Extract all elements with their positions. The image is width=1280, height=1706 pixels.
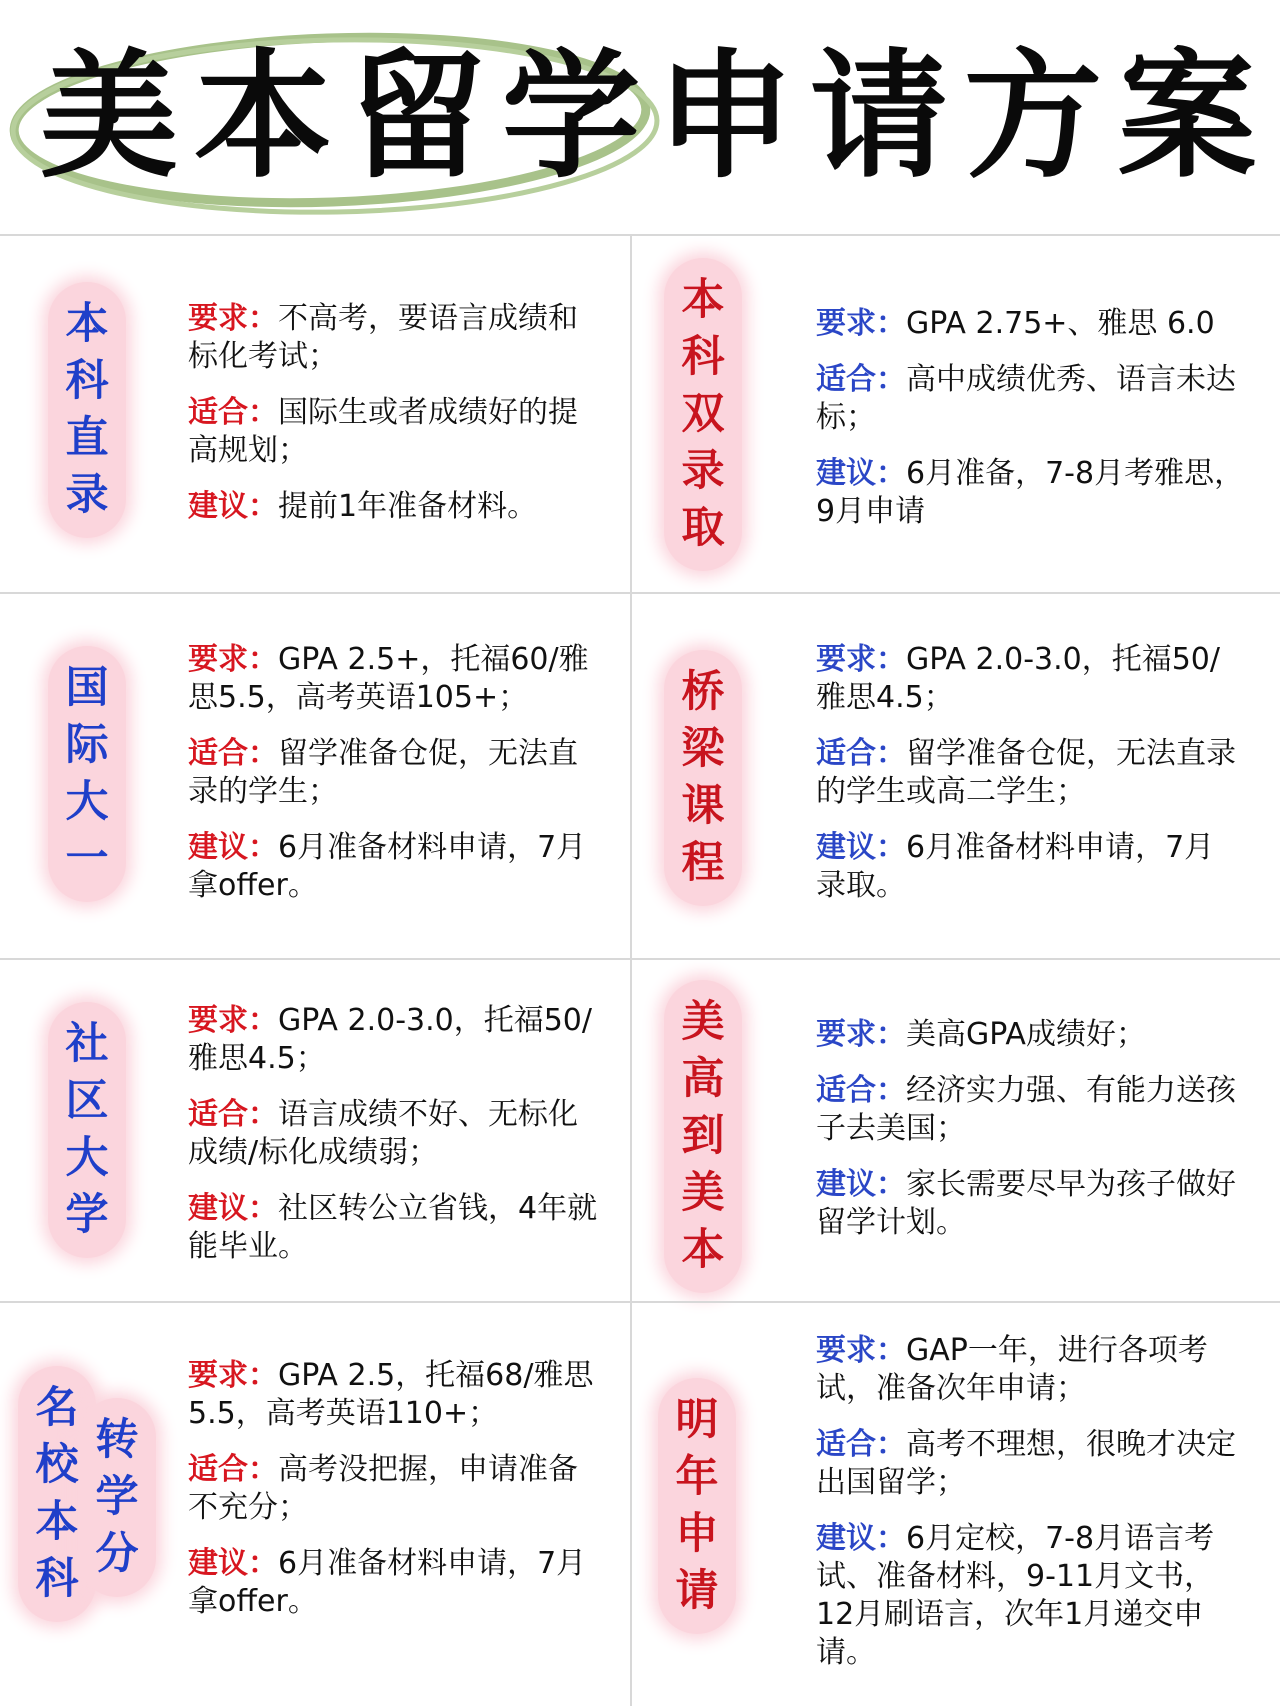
- card-items-mxbk: [188, 1357, 598, 1639]
- item-key: 要求：: [188, 642, 278, 677]
- item-key: 要求：: [816, 642, 906, 677]
- item-key: 适合：: [188, 736, 278, 771]
- item-text: 经济实力强、有能力送孩子去美国；: [816, 1073, 1236, 1146]
- item-key: 要求：: [188, 1003, 278, 1038]
- grid-divider-vertical: [630, 234, 632, 1706]
- item-text: 国际生或者成绩好的提高规划；: [188, 395, 578, 468]
- card-items-bksql: [816, 305, 1246, 549]
- item-suitable: [188, 1451, 598, 1527]
- card-items-sqdx: [188, 1002, 598, 1284]
- label-char: 大: [65, 1133, 109, 1183]
- label-char: 转: [95, 1415, 139, 1465]
- label-char: 梁: [681, 724, 725, 774]
- page-title: 美本留学申请方案: [40, 34, 1273, 197]
- card-label-gjdy: [58, 660, 116, 888]
- label-char: 大: [65, 777, 109, 827]
- label-char: 直: [65, 413, 109, 463]
- label-char: 学: [65, 1190, 109, 1240]
- item-suitable: [816, 735, 1236, 811]
- label-char: 本: [65, 299, 109, 349]
- item-requirement: [816, 641, 1236, 717]
- item-key: 建议：: [816, 456, 906, 491]
- item-key: 适合：: [816, 362, 906, 397]
- item-advice: [816, 1520, 1246, 1672]
- label-char: 美: [681, 1168, 725, 1218]
- label-char: 本: [681, 1225, 725, 1275]
- label-char: 一: [65, 834, 109, 884]
- card-items-gjdy: [188, 641, 598, 923]
- item-text: 高考没把握，申请准备不充分；: [188, 1452, 578, 1525]
- item-advice: [188, 488, 598, 526]
- card-label-bkzl: [58, 296, 116, 524]
- item-requirement: [816, 1016, 1236, 1054]
- item-text: 美高GPA成绩好；: [906, 1017, 1146, 1052]
- grid-divider-row1: [0, 592, 1280, 594]
- item-key: 建议：: [816, 1167, 906, 1202]
- item-advice: [816, 1166, 1236, 1242]
- item-text: 不高考，要语言成绩和标化考试；: [188, 301, 578, 374]
- item-text: 提前1年准备材料。: [278, 489, 538, 524]
- item-key: 要求：: [816, 1333, 906, 1368]
- label-char: 录: [65, 470, 109, 520]
- item-text: 6月准备材料申请，7月拿offer。: [188, 1546, 587, 1619]
- item-requirement: [816, 305, 1246, 343]
- item-text: 留学准备仓促，无法直录的学生；: [188, 736, 578, 809]
- item-advice: [188, 1190, 598, 1266]
- label-char: 年: [675, 1452, 719, 1502]
- label-char: 际: [65, 720, 109, 770]
- item-text: 社区转公立省钱，4年就能毕业。: [188, 1191, 598, 1264]
- label-char: 取: [681, 503, 725, 553]
- label-char: 高: [681, 1054, 725, 1104]
- item-key: 适合：: [188, 1097, 278, 1132]
- item-advice: [188, 1545, 598, 1621]
- item-text: 6月定校，7-8月语言考试、准备材料，9-11月文书，12月刷语言，次年1月递交申请。: [816, 1521, 1215, 1670]
- label-char: 美: [681, 997, 725, 1047]
- label-char: 科: [35, 1554, 79, 1604]
- label-char: 请: [675, 1566, 719, 1616]
- label-char: 本: [35, 1497, 79, 1547]
- label-char: 本: [681, 275, 725, 325]
- item-key: 建议：: [188, 1546, 278, 1581]
- card-label-qlkc: [674, 664, 732, 892]
- item-key: 要求：: [816, 306, 906, 341]
- item-text: 高考不理想，很晚才决定出国留学；: [816, 1427, 1236, 1500]
- card-items-mgdmb: [816, 1016, 1236, 1260]
- label-char: 双: [681, 389, 725, 439]
- card-items-mnsq: [816, 1332, 1246, 1690]
- label-char: 录: [681, 446, 725, 496]
- item-text: GPA 2.0-3.0，托福50/雅思4.5；: [188, 1003, 593, 1076]
- item-requirement: [188, 1002, 598, 1078]
- item-key: 要求：: [188, 1358, 278, 1393]
- card-label-sqdx: [58, 1016, 116, 1244]
- label-char: 课: [681, 781, 725, 831]
- item-key: 建议：: [188, 489, 278, 524]
- item-key: 适合：: [816, 1427, 906, 1462]
- label-char: 到: [681, 1111, 725, 1161]
- item-text: 留学准备仓促，无法直录的学生或高二学生；: [816, 736, 1236, 809]
- item-key: 要求：: [188, 301, 278, 336]
- item-requirement: [188, 1357, 598, 1433]
- item-text: 6月准备，7-8月考雅思，9月申请: [816, 456, 1245, 529]
- label-char: 国: [65, 663, 109, 713]
- card-label-mnsq: [668, 1392, 726, 1620]
- label-char: 申: [675, 1509, 719, 1559]
- item-text: 6月准备材料申请，7月录取。: [816, 830, 1215, 903]
- card-label-mxbk: [28, 1380, 86, 1608]
- label-char: 区: [65, 1076, 109, 1126]
- item-key: 建议：: [816, 1521, 906, 1556]
- grid-divider-row3: [0, 1301, 1280, 1303]
- item-suitable: [816, 1072, 1236, 1148]
- item-key: 要求：: [816, 1017, 906, 1052]
- label-char: 学: [95, 1472, 139, 1522]
- item-text: 6月准备材料申请，7月拿offer。: [188, 830, 587, 903]
- item-text: GPA 2.75+、雅思 6.0: [906, 306, 1215, 341]
- label-char: 程: [681, 838, 725, 888]
- item-text: GPA 2.5，托福68/雅思5.5，高考英语110+；: [188, 1358, 594, 1431]
- label-char: 名: [35, 1383, 79, 1433]
- label-char: 明: [675, 1395, 719, 1445]
- header: [0, 0, 1280, 236]
- item-key: 适合：: [816, 1073, 906, 1108]
- grid-divider-top: [0, 234, 1280, 236]
- item-advice: [816, 455, 1246, 531]
- item-text: 高中成绩优秀、语言未达标；: [816, 362, 1236, 435]
- item-suitable: [188, 735, 598, 811]
- label-char: 社: [65, 1019, 109, 1069]
- card-items-qlkc: [816, 641, 1236, 923]
- item-key: 适合：: [188, 1452, 278, 1487]
- item-key: 适合：: [188, 395, 278, 430]
- grid-divider-row2: [0, 958, 1280, 960]
- item-text: 家长需要尽早为孩子做好留学计划。: [816, 1167, 1236, 1240]
- card-items-bkzl: [188, 300, 598, 544]
- card-label-zxf: [88, 1412, 146, 1583]
- item-text: GAP一年，进行各项考试，准备次年申请；: [816, 1333, 1208, 1406]
- label-char: 科: [65, 356, 109, 406]
- label-char: 校: [35, 1440, 79, 1490]
- label-char: 科: [681, 332, 725, 382]
- item-key: 建议：: [188, 830, 278, 865]
- label-char: 分: [95, 1529, 139, 1579]
- card-label-mgdmb: [674, 994, 732, 1279]
- item-key: 建议：: [816, 830, 906, 865]
- item-text: GPA 2.0-3.0，托福50/雅思4.5；: [816, 642, 1221, 715]
- item-text: 语言成绩不好、无标化成绩/标化成绩弱；: [188, 1097, 578, 1170]
- item-suitable: [188, 394, 598, 470]
- item-key: 适合：: [816, 736, 906, 771]
- item-advice: [188, 829, 598, 905]
- item-requirement: [816, 1332, 1246, 1408]
- item-suitable: [816, 1426, 1246, 1502]
- item-suitable: [816, 361, 1246, 437]
- item-requirement: [188, 300, 598, 376]
- label-char: 桥: [681, 667, 725, 717]
- item-advice: [816, 829, 1236, 905]
- item-requirement: [188, 641, 598, 717]
- item-suitable: [188, 1096, 598, 1172]
- item-text: GPA 2.5+，托福60/雅思5.5，高考英语105+；: [188, 642, 589, 715]
- item-key: 建议：: [188, 1191, 278, 1226]
- card-label-bksql: [674, 272, 732, 557]
